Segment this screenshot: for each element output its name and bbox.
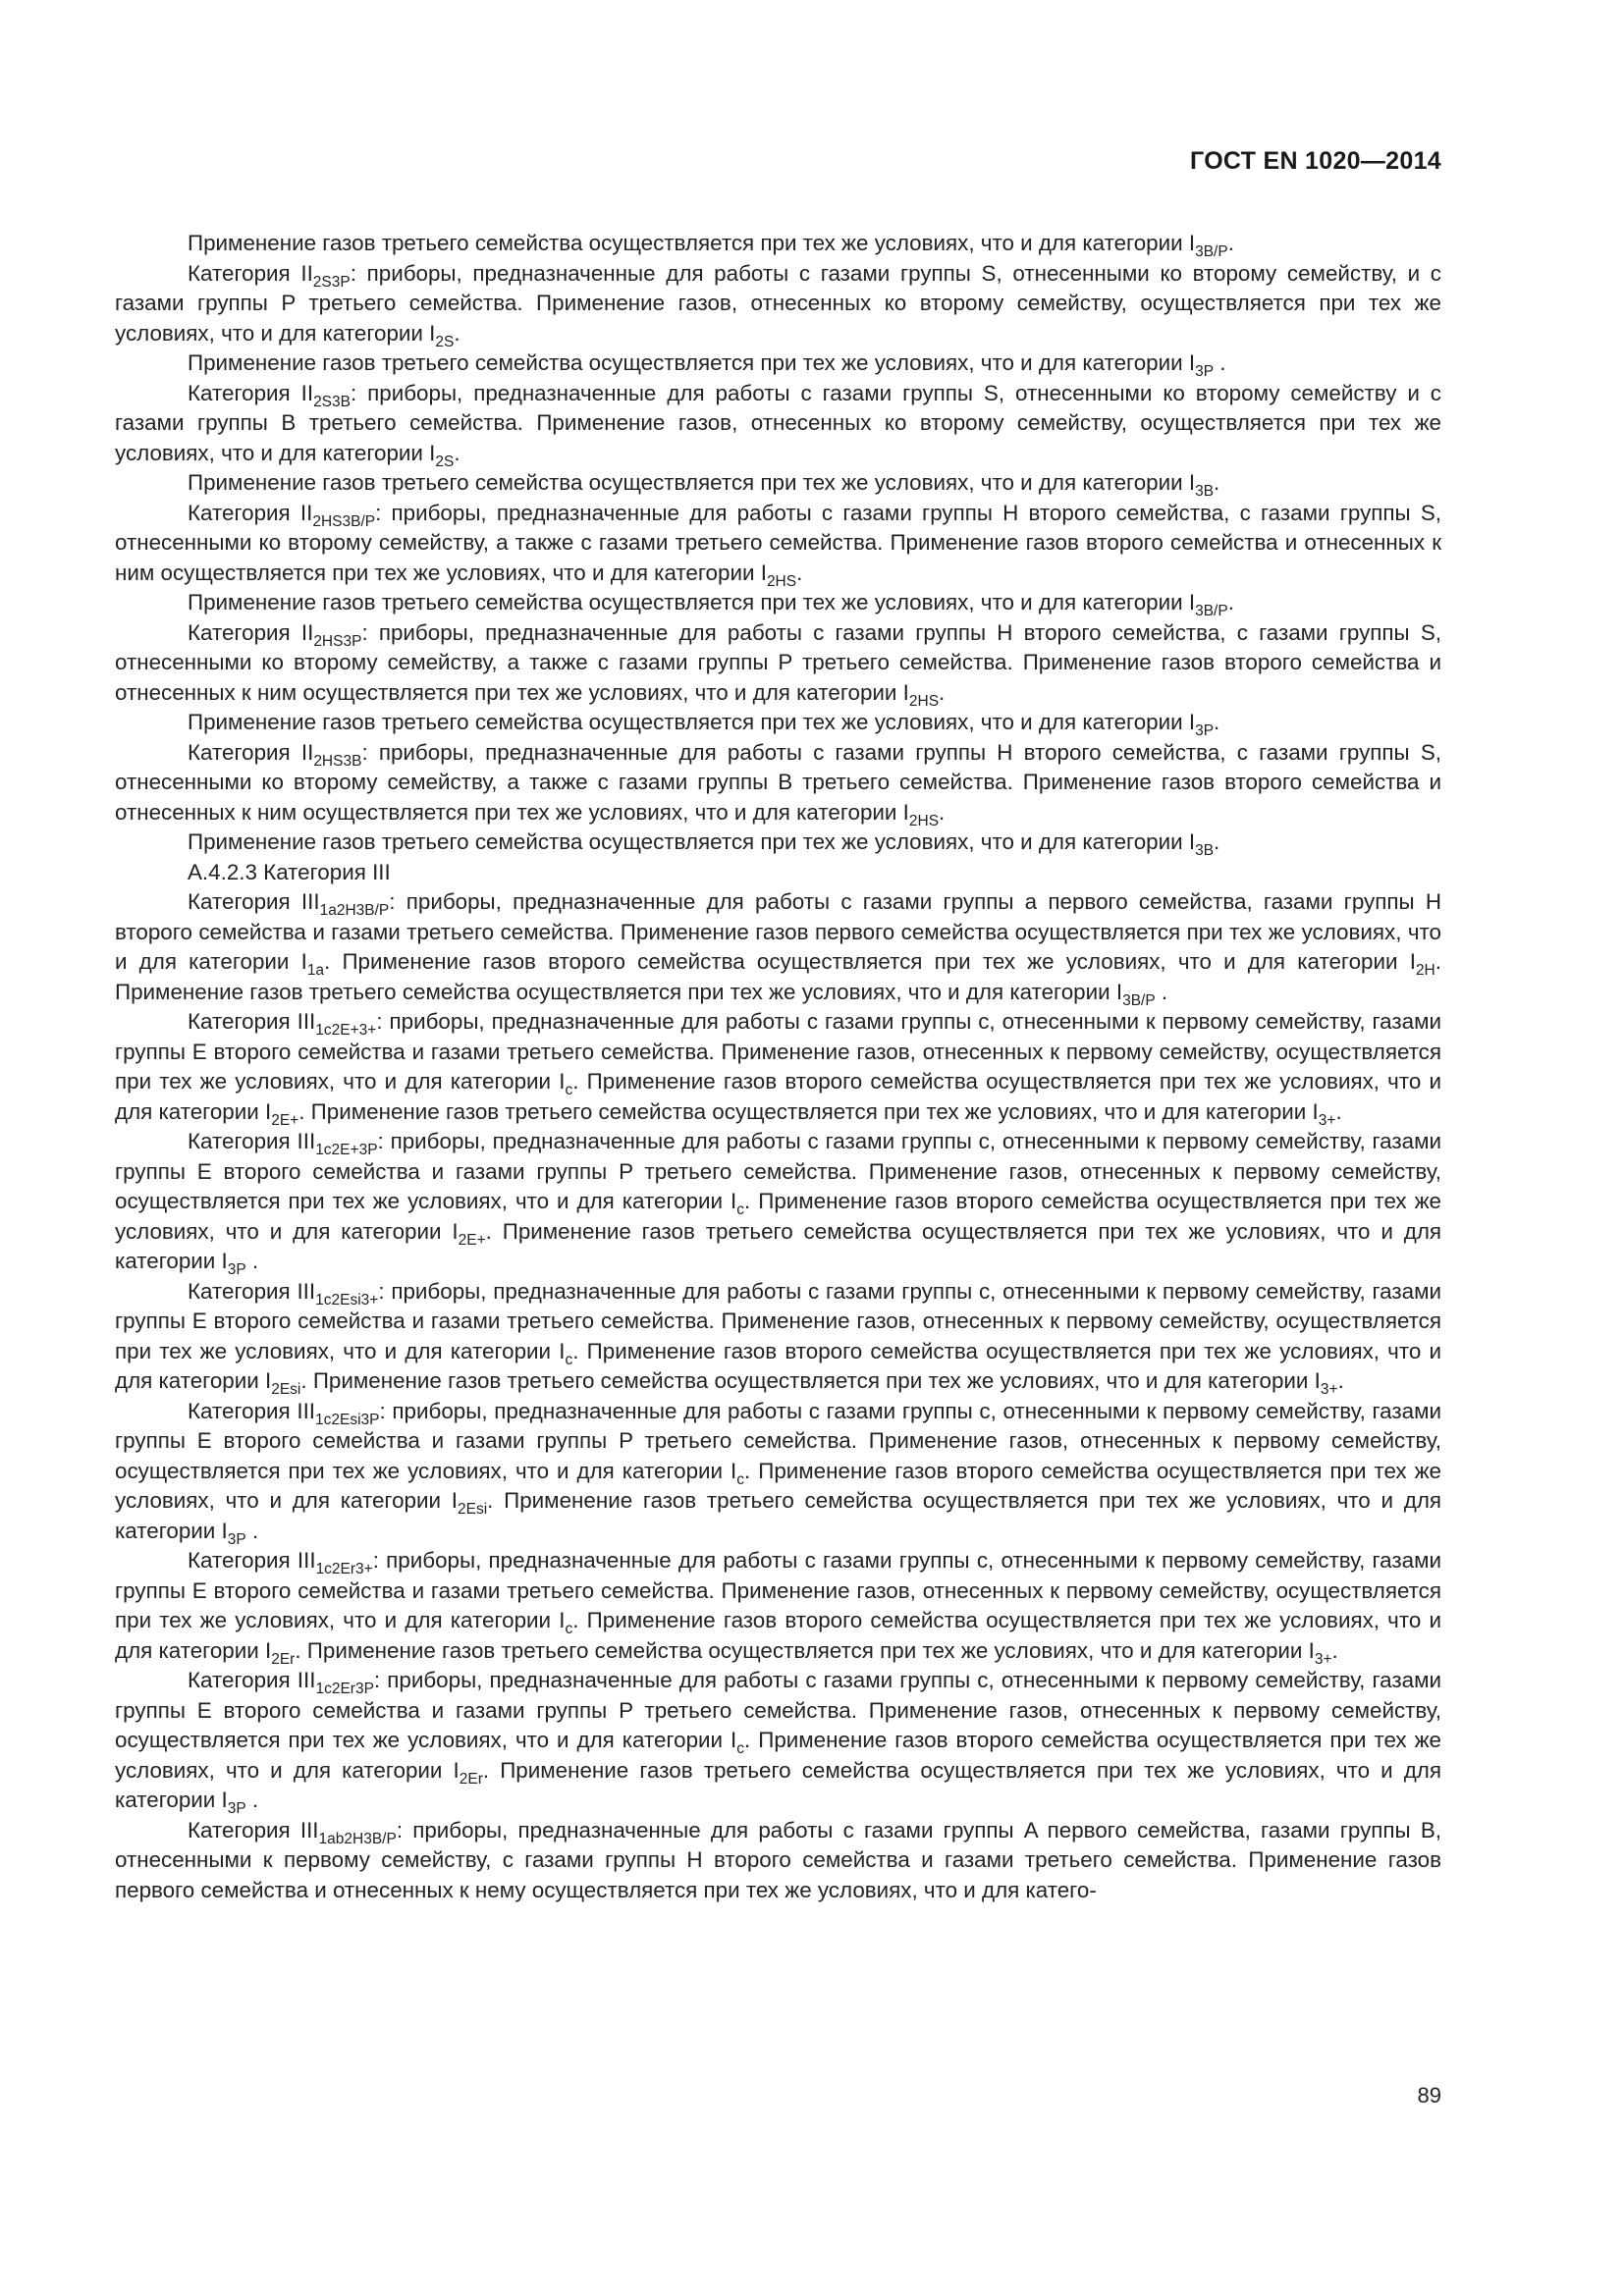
paragraph	[115, 1816, 1441, 1906]
subscript: c	[565, 1621, 573, 1637]
subscript: 2S3P	[312, 273, 351, 291]
subscript: 3B	[1195, 842, 1215, 859]
text-run: Категория III	[188, 889, 320, 914]
paragraph	[115, 1666, 1441, 1816]
text-run: . Применение газов второго семейства осуществляется при тех же условиях, что и для категории I	[115, 1069, 1442, 1124]
paragraph	[115, 828, 1441, 858]
text-run: . Применение газов третьего семейства осуществляется при тех же условиях, что и для категории I	[300, 1368, 1321, 1393]
subscript: 2S	[435, 333, 455, 350]
text-run: . Применение газов третьего семейства осуществляется при тех же условиях, что и для категории I	[115, 1488, 1442, 1543]
text-run: Категория II	[188, 500, 313, 525]
text-run: .	[454, 440, 460, 465]
subscript: 2E+	[458, 1231, 486, 1249]
text-run: : приборы, предназначенные для работы с газами группы H второго семейства, с газами группы S, отнесенными ко второму семейству, а также с газами группы B третьего семейства. Применение газов второго семейства и отнесенных к ним осуществляется при тех же условиях, что и для категории I	[115, 739, 1441, 825]
text-run: : приборы, предназначенные для работы с газами группы c, отнесенными к первому семейству, газами группы E второго семейства и газами третьего семейства. Применение газов, отнесенных к первому семейству, осуществляется при тех же условиях, что и для категории I	[115, 1548, 1442, 1632]
text-run: .	[245, 1249, 259, 1273]
subscript: 3P	[227, 1261, 246, 1278]
paragraph	[115, 858, 1441, 888]
text-run: : приборы, предназначенные для работы с газами группы c, отнесенными к первому семейству, газами группы E второго семейства и газами третьего семейства. Применение газов, отнесенных к первому семейству, осуществляется при тех же условиях, что и для категории I	[115, 1009, 1442, 1094]
subscript: c	[736, 1740, 745, 1757]
subscript: 2E+	[271, 1111, 299, 1129]
text-run: : приборы, предназначенные для работы с газами группы c, отнесенными к первому семейству, газами группы E второго семейства и газами группы P третьего семейства. Применение газов, отнесенных к первому семейству, осуществляется при тех же условиях, что и для категории I	[115, 1398, 1441, 1483]
text-run: Категория III	[188, 1817, 319, 1842]
text-run: .	[1214, 829, 1220, 854]
paragraph	[115, 588, 1441, 618]
text-run: : приборы, предназначенные для работы с газами группы H второго семейства, с газами группы S, отнесенными ко второму семейству, а также с газами третьего семейства. Применение газов второго семейства и отнесенных к ним осуществляется при тех же условиях, что и для категории I	[115, 500, 1441, 585]
subscript: 2S	[435, 453, 455, 470]
subscript: 2HS	[908, 692, 940, 710]
subscript: 3+	[1318, 1111, 1336, 1129]
subscript: 2Esi	[458, 1501, 488, 1518]
text-run: .	[939, 799, 946, 825]
text-run: : приборы, предназначенные для работы с газами группы A первого семейства, газами группы B, отнесенными к первому семейству, с газами группы H второго семейства и газами третьего семейства. Применение газов первого семейства и отнесенных к нему осуществляется при тех же условиях, что и для катего-	[115, 1817, 1441, 1902]
text-run: Применение газов третьего семейства осуществляется при тех же условиях, что и для категории I	[188, 710, 1196, 734]
subscript: 1a2H3B/P	[319, 902, 390, 919]
paragraph	[115, 618, 1441, 709]
subscript: 3P	[227, 1800, 246, 1817]
subscript: 2HS3B	[313, 752, 362, 770]
paragraph	[115, 1277, 1441, 1397]
text-run: .	[1214, 350, 1226, 375]
subscript: 2S3B	[313, 393, 351, 410]
subscript: 3B	[1195, 483, 1215, 500]
paragraph	[115, 1007, 1441, 1127]
text-run: .	[245, 1518, 259, 1543]
subscript: 1c2E+3P	[315, 1142, 378, 1158]
text-run: Категория II	[188, 619, 314, 645]
subscript: 1ab2H3B/P	[318, 1830, 397, 1847]
text-run: . Применение газов второго семейства осуществляется при тех же условиях, что и для категории I	[115, 1338, 1442, 1393]
subscript: c	[565, 1351, 573, 1368]
paragraph	[115, 738, 1441, 828]
text-run: Категория III	[188, 1668, 316, 1692]
text-run: . Применение газов второго семейства осуществляется при тех же условиях, что и для категории I	[115, 1189, 1442, 1244]
text-run: Применение газов третьего семейства осуществляется при тех же условиях, что и для категории I	[188, 590, 1196, 614]
subscript: 2Er	[459, 1770, 483, 1788]
text-run: .	[1214, 470, 1220, 495]
subscript: 3P	[227, 1530, 246, 1548]
subscript: 1a	[306, 962, 325, 979]
text-run: .	[1335, 1098, 1342, 1124]
subscript: 2H	[1415, 962, 1435, 979]
text-run: Категория III	[188, 1129, 316, 1153]
text-run: : приборы, предназначенные для работы с газами группы S, отнесенными ко второму семейству и с газами группы B третьего семейства. Применение газов, отнесенных ко второму семейству, осуществляется при тех же условиях, что и для категории I	[115, 380, 1441, 465]
text-run: .	[454, 320, 460, 346]
subscript: 3+	[1320, 1381, 1338, 1398]
text-run: . Применение газов второго семейства осуществляется при тех же условиях, что и для категории I	[115, 1728, 1442, 1783]
text-run: . Применение газов второго семейства осуществляется при тех же условиях, что и для категории I	[324, 949, 1416, 974]
text-run: Категория II	[188, 380, 314, 405]
text-run: . Применение газов третьего семейства осуществляется при тех же условиях, что и для категории I	[298, 1098, 1319, 1124]
paragraph	[115, 1546, 1441, 1666]
paragraph	[115, 229, 1441, 259]
subscript: 2Er	[271, 1650, 296, 1668]
paragraph	[115, 379, 1441, 469]
paragraph	[115, 1397, 1441, 1547]
subscript: 2Esi	[271, 1381, 301, 1398]
text-run: . Применение газов третьего семейства осуществляется при тех же условиях, что и для категории I	[115, 949, 1441, 1004]
text-run: . Применение газов третьего семейства осуществляется при тех же условиях, что и для категории I	[115, 1757, 1442, 1812]
text-run: .	[1214, 710, 1220, 734]
text-run: : приборы, предназначенные для работы с газами группы H второго семейства, с газами группы S, отнесенными ко второму семейству, а также с газами группы P третьего семейства. Применение газов второго семейства и отнесенных к ним осуществляется при тех же условиях, что и для категории I	[115, 619, 1441, 705]
paragraph	[115, 887, 1441, 1007]
subscript: 1c2Esi3P	[315, 1411, 380, 1428]
text-run: Категория III	[188, 1398, 316, 1423]
text-run: . Применение газов второго семейства осуществляется при тех же условиях, что и для категории I	[115, 1608, 1442, 1663]
text-run: Категория III	[188, 1548, 316, 1573]
subscript: 1c2Er3P	[315, 1681, 374, 1697]
text-run: Категория III	[188, 1278, 316, 1304]
text-run: .	[1227, 590, 1234, 614]
subscript: 2HS	[766, 572, 797, 590]
paragraph	[115, 348, 1441, 379]
subscript: 3+	[1314, 1650, 1332, 1668]
text-run: .	[245, 1788, 259, 1812]
document-body	[115, 229, 1441, 1905]
subscript: 1c2Er3+	[315, 1561, 373, 1577]
subscript: c	[736, 1201, 745, 1218]
subscript: 2HS3P	[313, 632, 362, 650]
text-run: .	[1155, 979, 1168, 1004]
text-run: Применение газов третьего семейства осуществляется при тех же условиях, что и для категории I	[188, 231, 1196, 255]
text-run: . Применение газов второго семейства осуществляется при тех же условиях, что и для категории I	[115, 1458, 1442, 1513]
text-run: .	[1227, 231, 1234, 255]
paragraph	[115, 499, 1441, 589]
text-run: Категория II	[188, 260, 313, 286]
paragraph	[115, 708, 1441, 738]
text-run: Применение газов третьего семейства осуществляется при тех же условиях, что и для категории I	[188, 829, 1196, 854]
text-run: Применение газов третьего семейства осуществляется при тех же условиях, что и для категории I	[188, 350, 1196, 375]
text-run: . Применение газов третьего семейства осуществляется при тех же условиях, что и для категории I	[115, 1218, 1442, 1273]
text-run: Категория II	[188, 739, 314, 765]
subscript: 3P	[1195, 722, 1215, 739]
text-run: : приборы, предназначенные для работы с газами группы c, отнесенными к первому семейству, газами группы E второго семейства и газами третьего семейства. Применение газов, отнесенных к первому семейству, осуществляется при тех же условиях, что и для категории I	[115, 1278, 1441, 1363]
text-run: .	[1337, 1368, 1344, 1393]
text-run: Категория III	[188, 1009, 316, 1034]
page-number: 89	[1417, 2083, 1441, 2108]
text-run: . Применение газов третьего семейства осуществляется при тех же условиях, что и для категории I	[295, 1637, 1315, 1663]
text-run: .	[939, 679, 946, 705]
paragraph	[115, 1127, 1441, 1277]
subscript: 3P	[1195, 363, 1215, 380]
subscript: 1c2E+3+	[315, 1022, 377, 1039]
paragraph	[115, 259, 1441, 349]
subscript: 2HS	[908, 812, 940, 829]
document-header-title: ГОСТ EN 1020—2014	[1190, 147, 1441, 175]
subscript: 2HS3B/P	[312, 512, 376, 530]
text-run: А.4.2.3 Категория III	[188, 859, 391, 884]
subscript: 3B/P	[1122, 991, 1156, 1009]
text-run: .	[1331, 1637, 1338, 1663]
subscript: c	[565, 1082, 573, 1098]
text-run: Применение газов третьего семейства осуществляется при тех же условиях, что и для категории I	[188, 470, 1196, 495]
subscript: 3B/P	[1195, 603, 1228, 619]
subscript: 1c2Esi3+	[315, 1291, 379, 1308]
text-run: : приборы, предназначенные для работы с газами группы S, отнесенными ко второму семейству, и с газами группы P третьего семейства. Применение газов, отнесенных ко второму семейству, осуществляется при тех же условиях, что и для категории I	[115, 260, 1441, 346]
text-run: : приборы, предназначенные для работы с газами группы c, отнесенными к первому семейству, газами группы E второго семейства и газами группы P третьего семейства. Применение газов, отнесенных к первому семейству, осуществляется при тех же условиях, что и для категории I	[115, 1129, 1441, 1213]
text-run: : приборы, предназначенные для работы с газами группы a первого семейства, газами группы H второго семейства и газами третьего семейства. Применение газов первого семейства осуществляется при тех же условиях, что и для категории I	[115, 889, 1441, 974]
text-run: : приборы, предназначенные для работы с газами группы c, отнесенными к первому семейству, газами группы E второго семейства и газами группы P третьего семейства. Применение газов, отнесенных к первому семейству, осуществляется при тех же условиях, что и для категории I	[115, 1668, 1442, 1752]
text-run: .	[796, 560, 803, 585]
paragraph	[115, 468, 1441, 499]
subscript: 3B/P	[1195, 243, 1228, 260]
subscript: c	[736, 1470, 745, 1488]
